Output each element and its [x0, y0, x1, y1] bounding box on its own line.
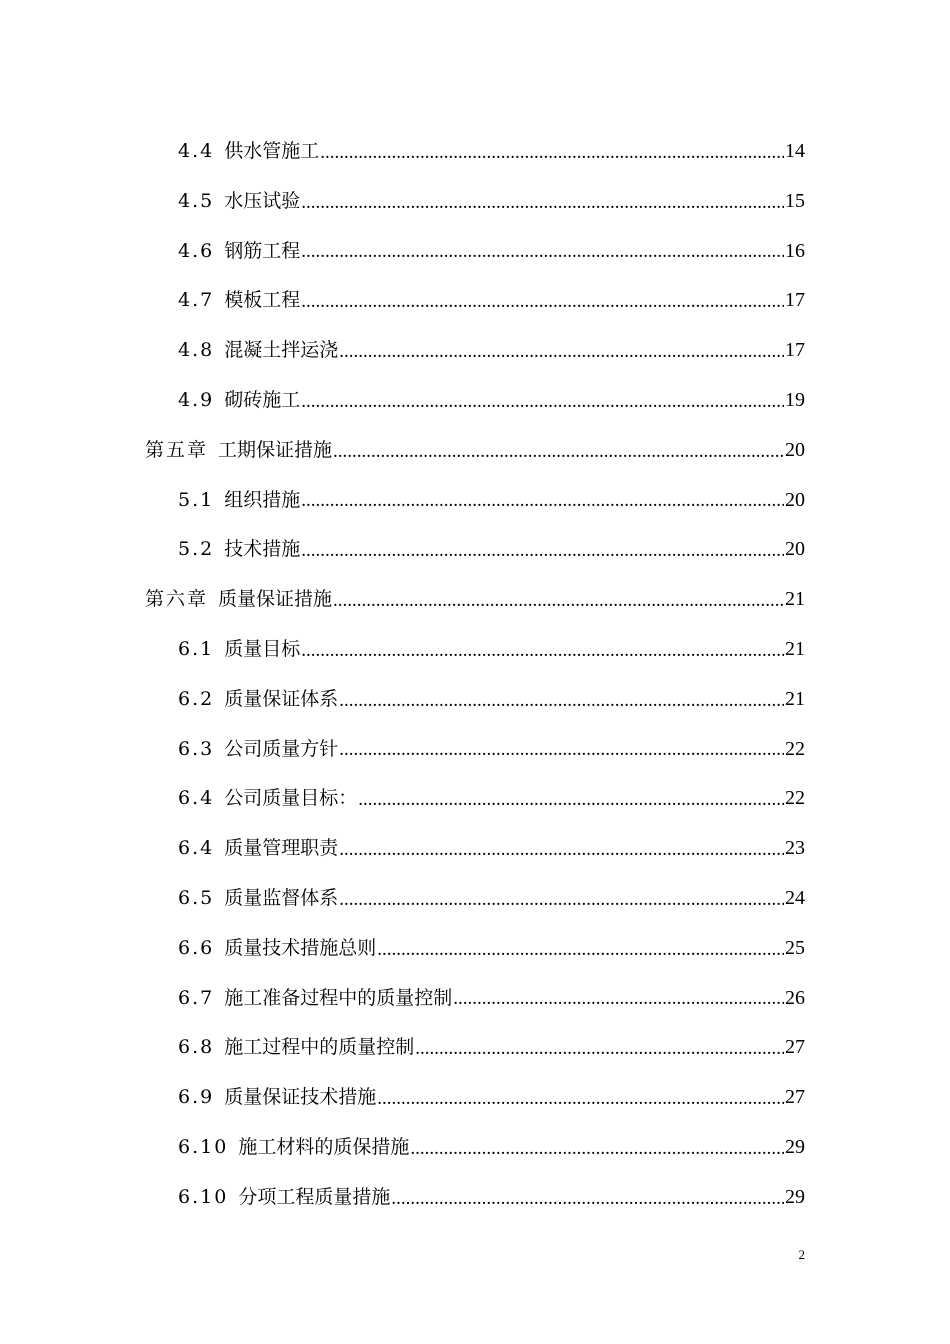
toc-entry-page: 22: [785, 787, 805, 810]
toc-entry-title: 质量保证措施: [218, 588, 333, 611]
toc-entry-title: 施工材料的质保措施: [238, 1135, 410, 1158]
toc-entry-page: 19: [785, 388, 805, 411]
toc-entry-page: 25: [785, 936, 805, 959]
toc-entry-page: 27: [785, 1036, 805, 1059]
toc-entry-page: 20: [785, 488, 805, 511]
toc-entry-title: 工期保证措施: [218, 438, 333, 461]
toc-entry[interactable]: [0, 1123, 950, 1173]
toc-dot-leader: [301, 227, 784, 277]
toc-entry[interactable]: [0, 1023, 950, 1073]
toc-entry-title: 混凝土拌运浇: [224, 339, 339, 362]
toc-entry-number: 6.4: [178, 787, 215, 810]
toc-entry-title: 钢筋工程: [224, 239, 301, 262]
toc-entry-title: 质量保证体系: [224, 687, 339, 710]
toc-entry-number: 第六章: [145, 588, 209, 611]
toc-dot-leader: [301, 525, 784, 575]
toc-dot-leader: [301, 276, 784, 326]
toc-entry-page: 21: [785, 687, 805, 710]
toc-dot-leader: [333, 575, 784, 625]
toc-entry[interactable]: [0, 227, 950, 277]
toc-dot-leader: [339, 675, 784, 725]
toc-entry-title: 质量监督体系: [224, 886, 339, 909]
toc-entry-title: 质量保证技术措施: [224, 1086, 377, 1109]
toc-entry-number: 6.2: [178, 687, 215, 710]
toc-entry-page: 15: [785, 189, 805, 212]
toc-chapter-entry[interactable]: [0, 575, 950, 625]
toc-entry[interactable]: [0, 824, 950, 874]
toc-entry[interactable]: [0, 326, 950, 376]
toc-dot-leader: [377, 1073, 784, 1123]
toc-entry-title: 质量目标: [224, 637, 301, 660]
table-of-contents: [0, 127, 950, 1223]
toc-dot-leader: [377, 924, 784, 974]
toc-entry[interactable]: [0, 1173, 950, 1223]
toc-entry[interactable]: [0, 1073, 950, 1123]
toc-entry-number: 6.5: [178, 886, 215, 909]
toc-dot-leader: [320, 127, 784, 177]
toc-entry-title: 技术措施: [224, 538, 301, 561]
toc-dot-leader: [391, 1173, 784, 1223]
toc-entry-page: 26: [785, 986, 805, 1009]
toc-entry-title: 质量技术措施总则: [224, 936, 377, 959]
toc-entry-title: 水压试验: [224, 189, 301, 212]
toc-entry-title: 施工准备过程中的质量控制: [224, 986, 453, 1009]
toc-entry-page: 27: [785, 1086, 805, 1109]
toc-dot-leader: [453, 974, 784, 1024]
toc-entry-page: 17: [785, 339, 805, 362]
toc-entry-page: 16: [785, 239, 805, 262]
toc-entry-title: 施工过程中的质量控制: [224, 1036, 415, 1059]
toc-entry-number: 4.6: [178, 239, 215, 262]
toc-entry-page: 21: [785, 588, 805, 611]
toc-entry-title: 砌砖施工: [224, 388, 301, 411]
toc-entry-number: 4.7: [178, 289, 215, 312]
toc-dot-leader: [301, 476, 784, 526]
toc-entry-title: 质量管理职责: [224, 837, 339, 860]
page-number: 2: [798, 1247, 805, 1262]
toc-entry[interactable]: [0, 625, 950, 675]
toc-entry-title: 供水管施工: [224, 140, 320, 162]
toc-entry-page: 17: [785, 289, 805, 312]
toc-entry-number: 5.2: [178, 538, 215, 561]
toc-dot-leader: [301, 376, 784, 426]
toc-entry[interactable]: [0, 725, 950, 775]
toc-entry-number: 6.9: [178, 1086, 215, 1109]
toc-entry-page: 22: [785, 737, 805, 760]
toc-entry[interactable]: [0, 924, 950, 974]
toc-dot-leader: [410, 1123, 784, 1173]
toc-entry[interactable]: [0, 774, 950, 824]
toc-dot-leader: [358, 774, 784, 824]
toc-entry-title: 公司质量方针: [224, 737, 339, 760]
toc-entry[interactable]: [0, 974, 950, 1024]
toc-entry-number: 6.7: [178, 986, 215, 1009]
toc-entry-page: 20: [785, 438, 805, 461]
toc-dot-leader: [301, 177, 784, 227]
toc-entry[interactable]: [0, 177, 950, 227]
toc-entry[interactable]: [0, 476, 950, 526]
toc-entry-title: 模板工程: [224, 289, 301, 312]
toc-dot-leader: [339, 824, 784, 874]
toc-chapter-entry[interactable]: [0, 426, 950, 476]
toc-dot-leader: [301, 625, 784, 675]
toc-entry[interactable]: [0, 127, 950, 177]
toc-entry-page: 29: [785, 1185, 805, 1208]
toc-entry-title: 公司质量目标：: [224, 787, 358, 810]
toc-entry[interactable]: [0, 376, 950, 426]
toc-entry-number: 6.1: [178, 637, 215, 660]
toc-dot-leader: [333, 426, 784, 476]
toc-dot-leader: [339, 725, 784, 775]
toc-entry-page: 21: [785, 637, 805, 660]
toc-entry-title: 分项工程质量措施: [238, 1185, 391, 1208]
toc-entry-number: 4.8: [178, 339, 215, 362]
toc-entry-number: 第五章: [145, 438, 209, 461]
toc-entry-number: 6.3: [178, 737, 215, 760]
toc-entry-number: 4.4: [178, 140, 215, 162]
toc-entry-page: 24: [785, 886, 805, 909]
toc-dot-leader: [415, 1023, 784, 1073]
toc-entry-number: 5.1: [178, 488, 215, 511]
toc-entry-page: 14: [785, 140, 805, 162]
toc-entry-title: 组织措施: [224, 488, 301, 511]
toc-entry-number: 6.4: [178, 837, 215, 860]
toc-dot-leader: [339, 326, 784, 376]
toc-entry-number: 6.10: [178, 1135, 229, 1158]
toc-entry[interactable]: [0, 276, 950, 326]
toc-dot-leader: [339, 874, 784, 924]
toc-entry[interactable]: [0, 525, 950, 575]
toc-entry-number: 6.10: [178, 1185, 229, 1208]
toc-entry-number: 4.5: [178, 189, 215, 212]
toc-entry-number: 6.8: [178, 1036, 215, 1059]
toc-entry-page: 23: [785, 837, 805, 860]
toc-entry[interactable]: [0, 675, 950, 725]
toc-entry-number: 4.9: [178, 388, 215, 411]
toc-entry[interactable]: [0, 874, 950, 924]
toc-entry-number: 6.6: [178, 936, 215, 959]
toc-entry-page: 29: [785, 1135, 805, 1158]
toc-entry-page: 20: [785, 538, 805, 561]
